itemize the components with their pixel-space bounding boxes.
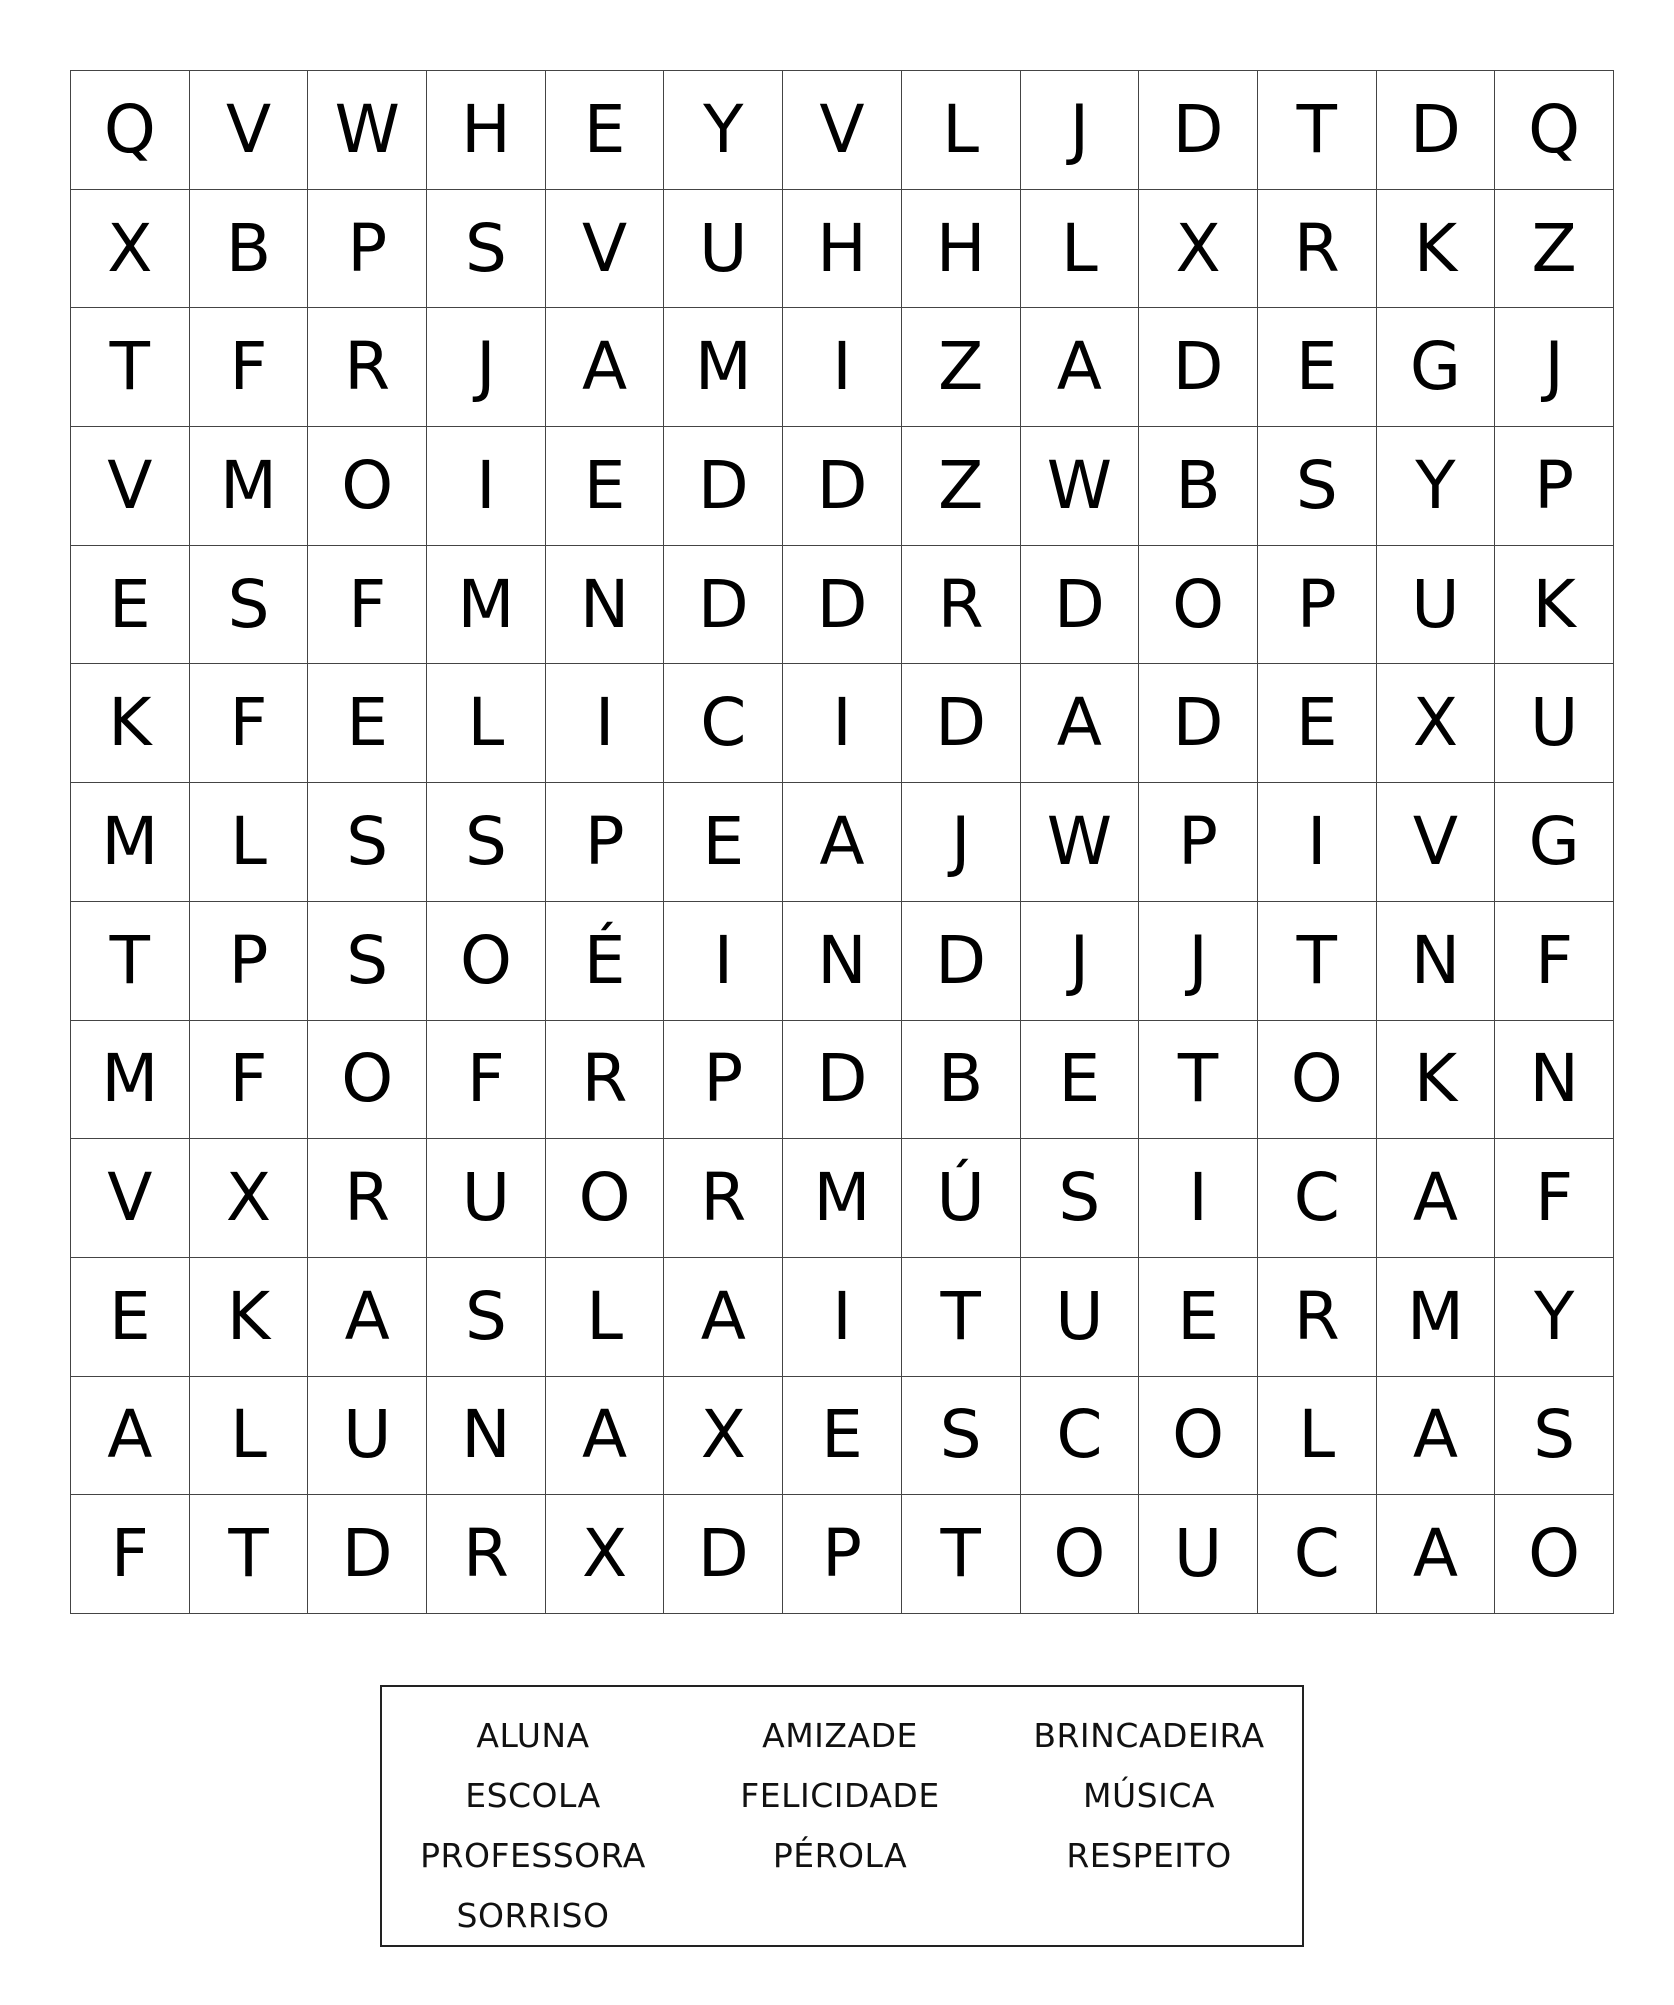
grid-cell[interactable]: M: [71, 783, 190, 902]
grid-cell[interactable]: U: [308, 1377, 427, 1496]
grid-cell[interactable]: G: [1495, 783, 1614, 902]
grid-cell[interactable]: A: [71, 1377, 190, 1496]
grid-cell[interactable]: P: [546, 783, 665, 902]
grid-cell[interactable]: C: [1021, 1377, 1140, 1496]
grid-cell[interactable]: E: [71, 1258, 190, 1377]
grid-cell[interactable]: J: [1021, 902, 1140, 1021]
grid-cell[interactable]: P: [190, 902, 309, 1021]
grid-cell[interactable]: E: [308, 664, 427, 783]
grid-cell[interactable]: N: [1377, 902, 1496, 1021]
grid-cell[interactable]: N: [1495, 1021, 1614, 1140]
grid-cell[interactable]: D: [664, 427, 783, 546]
grid-cell[interactable]: S: [308, 902, 427, 1021]
grid-cell[interactable]: D: [783, 1021, 902, 1140]
grid-cell[interactable]: P: [1258, 546, 1377, 665]
word-list-item: ESCOLA: [465, 1775, 601, 1815]
grid-cell[interactable]: E: [546, 427, 665, 546]
grid-cell[interactable]: Q: [1495, 71, 1614, 190]
grid-cell[interactable]: H: [902, 190, 1021, 309]
grid-cell[interactable]: D: [1139, 308, 1258, 427]
grid-cell[interactable]: X: [546, 1495, 665, 1614]
grid-cell[interactable]: B: [902, 1021, 1021, 1140]
grid-cell[interactable]: I: [783, 308, 902, 427]
grid-cell[interactable]: Ú: [902, 1139, 1021, 1258]
grid-cell[interactable]: Y: [664, 71, 783, 190]
grid-cell[interactable]: S: [902, 1377, 1021, 1496]
grid-cell[interactable]: T: [902, 1495, 1021, 1614]
grid-cell[interactable]: F: [71, 1495, 190, 1614]
word-list-item: AMIZADE: [762, 1715, 918, 1755]
grid-cell[interactable]: X: [190, 1139, 309, 1258]
word-list-item: BRINCADEIRA: [1033, 1715, 1265, 1755]
grid-cell[interactable]: E: [1139, 1258, 1258, 1377]
grid-cell[interactable]: M: [190, 427, 309, 546]
grid-cell[interactable]: I: [1258, 783, 1377, 902]
grid-cell[interactable]: R: [427, 1495, 546, 1614]
grid-cell[interactable]: A: [783, 783, 902, 902]
grid-cell[interactable]: D: [783, 427, 902, 546]
grid-cell[interactable]: M: [1377, 1258, 1496, 1377]
grid-cell[interactable]: H: [783, 190, 902, 309]
grid-cell[interactable]: O: [546, 1139, 665, 1258]
grid-cell[interactable]: K: [1377, 190, 1496, 309]
grid-cell[interactable]: U: [664, 190, 783, 309]
grid-cell[interactable]: R: [664, 1139, 783, 1258]
grid-cell[interactable]: T: [71, 308, 190, 427]
word-list-box: [380, 1685, 1304, 1947]
grid-cell[interactable]: L: [427, 664, 546, 783]
grid-cell[interactable]: E: [1021, 1021, 1140, 1140]
grid-cell[interactable]: É: [546, 902, 665, 1021]
grid-cell[interactable]: C: [1258, 1495, 1377, 1614]
grid-cell[interactable]: E: [664, 783, 783, 902]
grid-cell[interactable]: D: [1139, 71, 1258, 190]
grid-cell[interactable]: M: [664, 308, 783, 427]
grid-cell[interactable]: T: [1139, 1021, 1258, 1140]
grid-cell[interactable]: V: [71, 427, 190, 546]
grid-cell[interactable]: T: [71, 902, 190, 1021]
grid-cell[interactable]: S: [308, 783, 427, 902]
grid-cell[interactable]: S: [1021, 1139, 1140, 1258]
grid-cell[interactable]: T: [190, 1495, 309, 1614]
grid-cell[interactable]: R: [1258, 190, 1377, 309]
grid-cell[interactable]: Z: [902, 308, 1021, 427]
grid-cell[interactable]: K: [1495, 546, 1614, 665]
grid-cell[interactable]: M: [783, 1139, 902, 1258]
grid-cell[interactable]: O: [1139, 546, 1258, 665]
grid-cell[interactable]: O: [427, 902, 546, 1021]
word-list: [382, 1705, 1302, 1945]
grid-cell[interactable]: F: [308, 546, 427, 665]
word-list-item: ALUNA: [476, 1715, 590, 1755]
grid-cell[interactable]: D: [1021, 546, 1140, 665]
grid-cell[interactable]: I: [783, 664, 902, 783]
grid-cell[interactable]: Z: [902, 427, 1021, 546]
grid-cell[interactable]: F: [190, 664, 309, 783]
grid-cell[interactable]: R: [1258, 1258, 1377, 1377]
grid-cell[interactable]: I: [1139, 1139, 1258, 1258]
grid-cell[interactable]: P: [308, 190, 427, 309]
grid-cell[interactable]: M: [427, 546, 546, 665]
grid-cell[interactable]: A: [664, 1258, 783, 1377]
grid-cell[interactable]: V: [1377, 783, 1496, 902]
grid-cell[interactable]: H: [427, 71, 546, 190]
grid-cell[interactable]: X: [664, 1377, 783, 1496]
grid-cell[interactable]: X: [1139, 190, 1258, 309]
grid-cell[interactable]: B: [1139, 427, 1258, 546]
grid-cell[interactable]: K: [71, 664, 190, 783]
grid-cell[interactable]: J: [902, 783, 1021, 902]
grid-cell[interactable]: M: [71, 1021, 190, 1140]
grid-cell[interactable]: L: [1258, 1377, 1377, 1496]
grid-cell[interactable]: A: [546, 308, 665, 427]
grid-cell[interactable]: P: [1139, 783, 1258, 902]
grid-cell[interactable]: O: [1139, 1377, 1258, 1496]
grid-cell[interactable]: P: [664, 1021, 783, 1140]
grid-cell[interactable]: I: [427, 427, 546, 546]
grid-cell[interactable]: D: [1377, 71, 1496, 190]
grid-cell[interactable]: D: [1139, 664, 1258, 783]
grid-cell[interactable]: D: [902, 902, 1021, 1021]
grid-cell[interactable]: Y: [1377, 427, 1496, 546]
grid-cell[interactable]: A: [1377, 1377, 1496, 1496]
grid-cell[interactable]: O: [1021, 1495, 1140, 1614]
grid-cell[interactable]: D: [783, 546, 902, 665]
grid-cell[interactable]: R: [308, 1139, 427, 1258]
grid-cell[interactable]: L: [1021, 190, 1140, 309]
grid-cell[interactable]: C: [1258, 1139, 1377, 1258]
grid-cell[interactable]: K: [1377, 1021, 1496, 1140]
grid-cell[interactable]: K: [190, 1258, 309, 1377]
grid-cell[interactable]: I: [783, 1258, 902, 1377]
grid-cell[interactable]: T: [1258, 71, 1377, 190]
grid-cell[interactable]: A: [1021, 308, 1140, 427]
grid-cell[interactable]: W: [308, 71, 427, 190]
grid-cell[interactable]: L: [546, 1258, 665, 1377]
grid-cell[interactable]: Z: [1495, 190, 1614, 309]
grid-cell[interactable]: S: [1495, 1377, 1614, 1496]
grid-cell[interactable]: T: [1258, 902, 1377, 1021]
grid-cell[interactable]: Y: [1495, 1258, 1614, 1377]
word-list-item: FELICIDADE: [740, 1775, 940, 1815]
grid-cell[interactable]: C: [664, 664, 783, 783]
grid-cell[interactable]: W: [1021, 783, 1140, 902]
grid-cell[interactable]: U: [1139, 1495, 1258, 1614]
grid-cell[interactable]: D: [902, 664, 1021, 783]
word-list-item: RESPEITO: [1066, 1835, 1232, 1875]
grid-cell[interactable]: R: [308, 308, 427, 427]
grid-cell[interactable]: W: [1021, 427, 1140, 546]
grid-cell[interactable]: L: [190, 783, 309, 902]
grid-cell[interactable]: U: [1021, 1258, 1140, 1377]
grid-cell[interactable]: S: [190, 546, 309, 665]
word-list-item: PÉROLA: [772, 1835, 908, 1875]
grid-cell[interactable]: E: [783, 1377, 902, 1496]
grid-cell[interactable]: D: [664, 546, 783, 665]
grid-cell[interactable]: A: [1377, 1495, 1496, 1614]
grid-cell[interactable]: X: [71, 190, 190, 309]
grid-cell[interactable]: Q: [71, 71, 190, 190]
word-list-item: PROFESSORA: [420, 1835, 646, 1875]
grid-cell[interactable]: N: [546, 546, 665, 665]
grid-cell[interactable]: D: [308, 1495, 427, 1614]
grid-cell[interactable]: A: [1377, 1139, 1496, 1258]
grid-cell[interactable]: U: [1495, 664, 1614, 783]
grid-cell[interactable]: T: [902, 1258, 1021, 1377]
grid-cell[interactable]: J: [427, 308, 546, 427]
grid-cell[interactable]: E: [71, 546, 190, 665]
word-list-item: MÚSICA: [1083, 1775, 1215, 1815]
grid-cell[interactable]: O: [308, 1021, 427, 1140]
word-list-item: SORRISO: [456, 1895, 610, 1935]
grid-cell[interactable]: P: [1495, 427, 1614, 546]
word-search-grid: [70, 70, 1614, 1614]
grid-cell[interactable]: V: [71, 1139, 190, 1258]
grid-cell[interactable]: I: [546, 664, 665, 783]
grid-cell[interactable]: O: [308, 427, 427, 546]
grid-cell[interactable]: F: [190, 1021, 309, 1140]
grid-cell[interactable]: R: [902, 546, 1021, 665]
grid-cell[interactable]: N: [427, 1377, 546, 1496]
grid-cell[interactable]: X: [1377, 664, 1496, 783]
grid-cell[interactable]: I: [664, 902, 783, 1021]
grid-cell[interactable]: S: [1258, 427, 1377, 546]
grid-cell[interactable]: E: [1258, 664, 1377, 783]
grid-cell[interactable]: J: [1021, 71, 1140, 190]
grid-cell[interactable]: A: [308, 1258, 427, 1377]
grid-cell[interactable]: L: [190, 1377, 309, 1496]
grid-cell[interactable]: F: [427, 1021, 546, 1140]
grid-cell[interactable]: E: [1258, 308, 1377, 427]
grid-cell[interactable]: U: [427, 1139, 546, 1258]
grid-cell[interactable]: S: [427, 1258, 546, 1377]
grid-cell[interactable]: P: [783, 1495, 902, 1614]
grid-cell[interactable]: V: [783, 71, 902, 190]
grid-cell[interactable]: U: [1377, 546, 1496, 665]
grid-cell[interactable]: R: [546, 1021, 665, 1140]
grid-cell[interactable]: L: [902, 71, 1021, 190]
grid-cell[interactable]: V: [190, 71, 309, 190]
grid-cell[interactable]: F: [1495, 902, 1614, 1021]
grid-cell[interactable]: B: [190, 190, 309, 309]
grid-cell[interactable]: S: [427, 783, 546, 902]
grid-cell[interactable]: J: [1139, 902, 1258, 1021]
grid-cell[interactable]: A: [546, 1377, 665, 1496]
grid-cell[interactable]: O: [1495, 1495, 1614, 1614]
grid-cell[interactable]: N: [783, 902, 902, 1021]
grid-cell[interactable]: E: [546, 71, 665, 190]
grid-cell[interactable]: J: [1495, 308, 1614, 427]
grid-cell[interactable]: O: [1258, 1021, 1377, 1140]
grid-cell[interactable]: S: [427, 190, 546, 309]
grid-cell[interactable]: F: [1495, 1139, 1614, 1258]
grid-cell[interactable]: A: [1021, 664, 1140, 783]
grid-cell[interactable]: D: [664, 1495, 783, 1614]
grid-cell[interactable]: F: [190, 308, 309, 427]
grid-cell[interactable]: G: [1377, 308, 1496, 427]
grid-cell[interactable]: V: [546, 190, 665, 309]
